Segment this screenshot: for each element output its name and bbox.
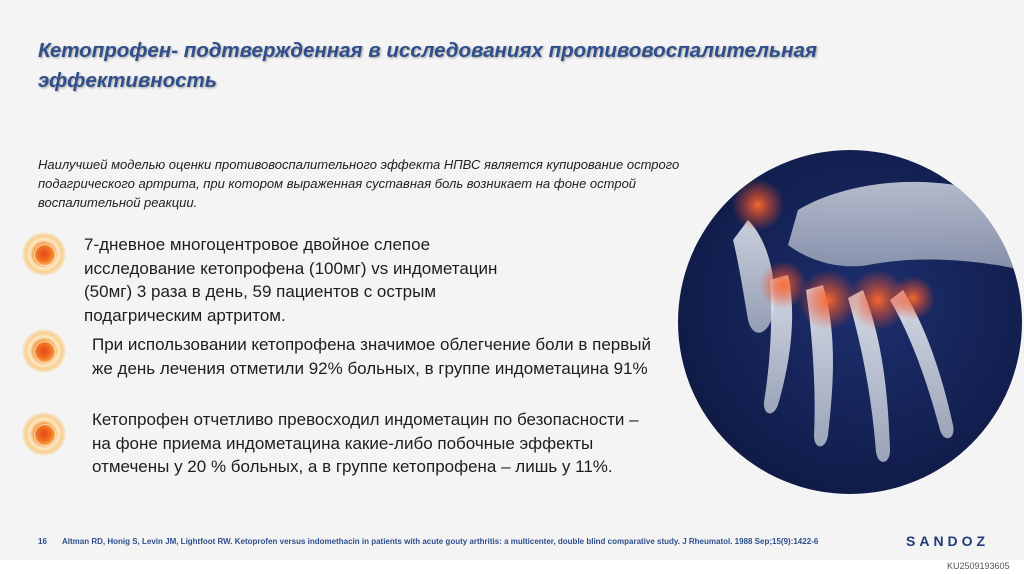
reference-footnote: Altman RD, Honig S, Levin JM, Lightfoot RW. Ketoprofen versus indomethacin in patients with acute gouty arthritis: a multicenter, double blind comparative study. J Rheumatol. 1988 Sep;15(9):1422-6 [62, 537, 819, 546]
sandoz-logo: SANDOZ [906, 533, 990, 549]
bullet-1-text: 7-дневное многоцентровое двойное слепое исследование кетопрофена (100мг) vs индометацин (50мг) 3 раза в день, 59 пациентов с острым подагрическим артритом. [84, 235, 498, 325]
intro-text: Наилучшей моделью оценки противовоспалительного эффекта НПВС является купирование острого подагрического артрита, при котором выраженная суставная боль возникает на фоне острой воспалительной реакции. [38, 157, 680, 210]
page-number: 16 [38, 537, 47, 546]
bullet-2-icon [22, 329, 66, 373]
xray-image [664, 150, 1024, 510]
document-code: KU2509193605 [947, 561, 1010, 571]
bullet-2-text: При использовании кетопрофена значимое облегчение боли в первый же день лечения отметили 92% больных, в группе индометацина 91% [92, 335, 651, 378]
bullet-3-icon [22, 412, 66, 456]
xray-hand-icon [678, 150, 1022, 494]
bullet-1-icon [22, 232, 66, 276]
slide-title: Кетопрофен- подтвержденная в исследованиях противовоспалительная эффективность [38, 39, 817, 92]
bullet-3-text: Кетопрофен отчетливо превосходил индометацин по безопасности – на фоне приема индометацина какие-либо побочные эффекты отмечены у 20 % больных, а в группе кетопрофена – лишь у 11%. [92, 410, 639, 476]
